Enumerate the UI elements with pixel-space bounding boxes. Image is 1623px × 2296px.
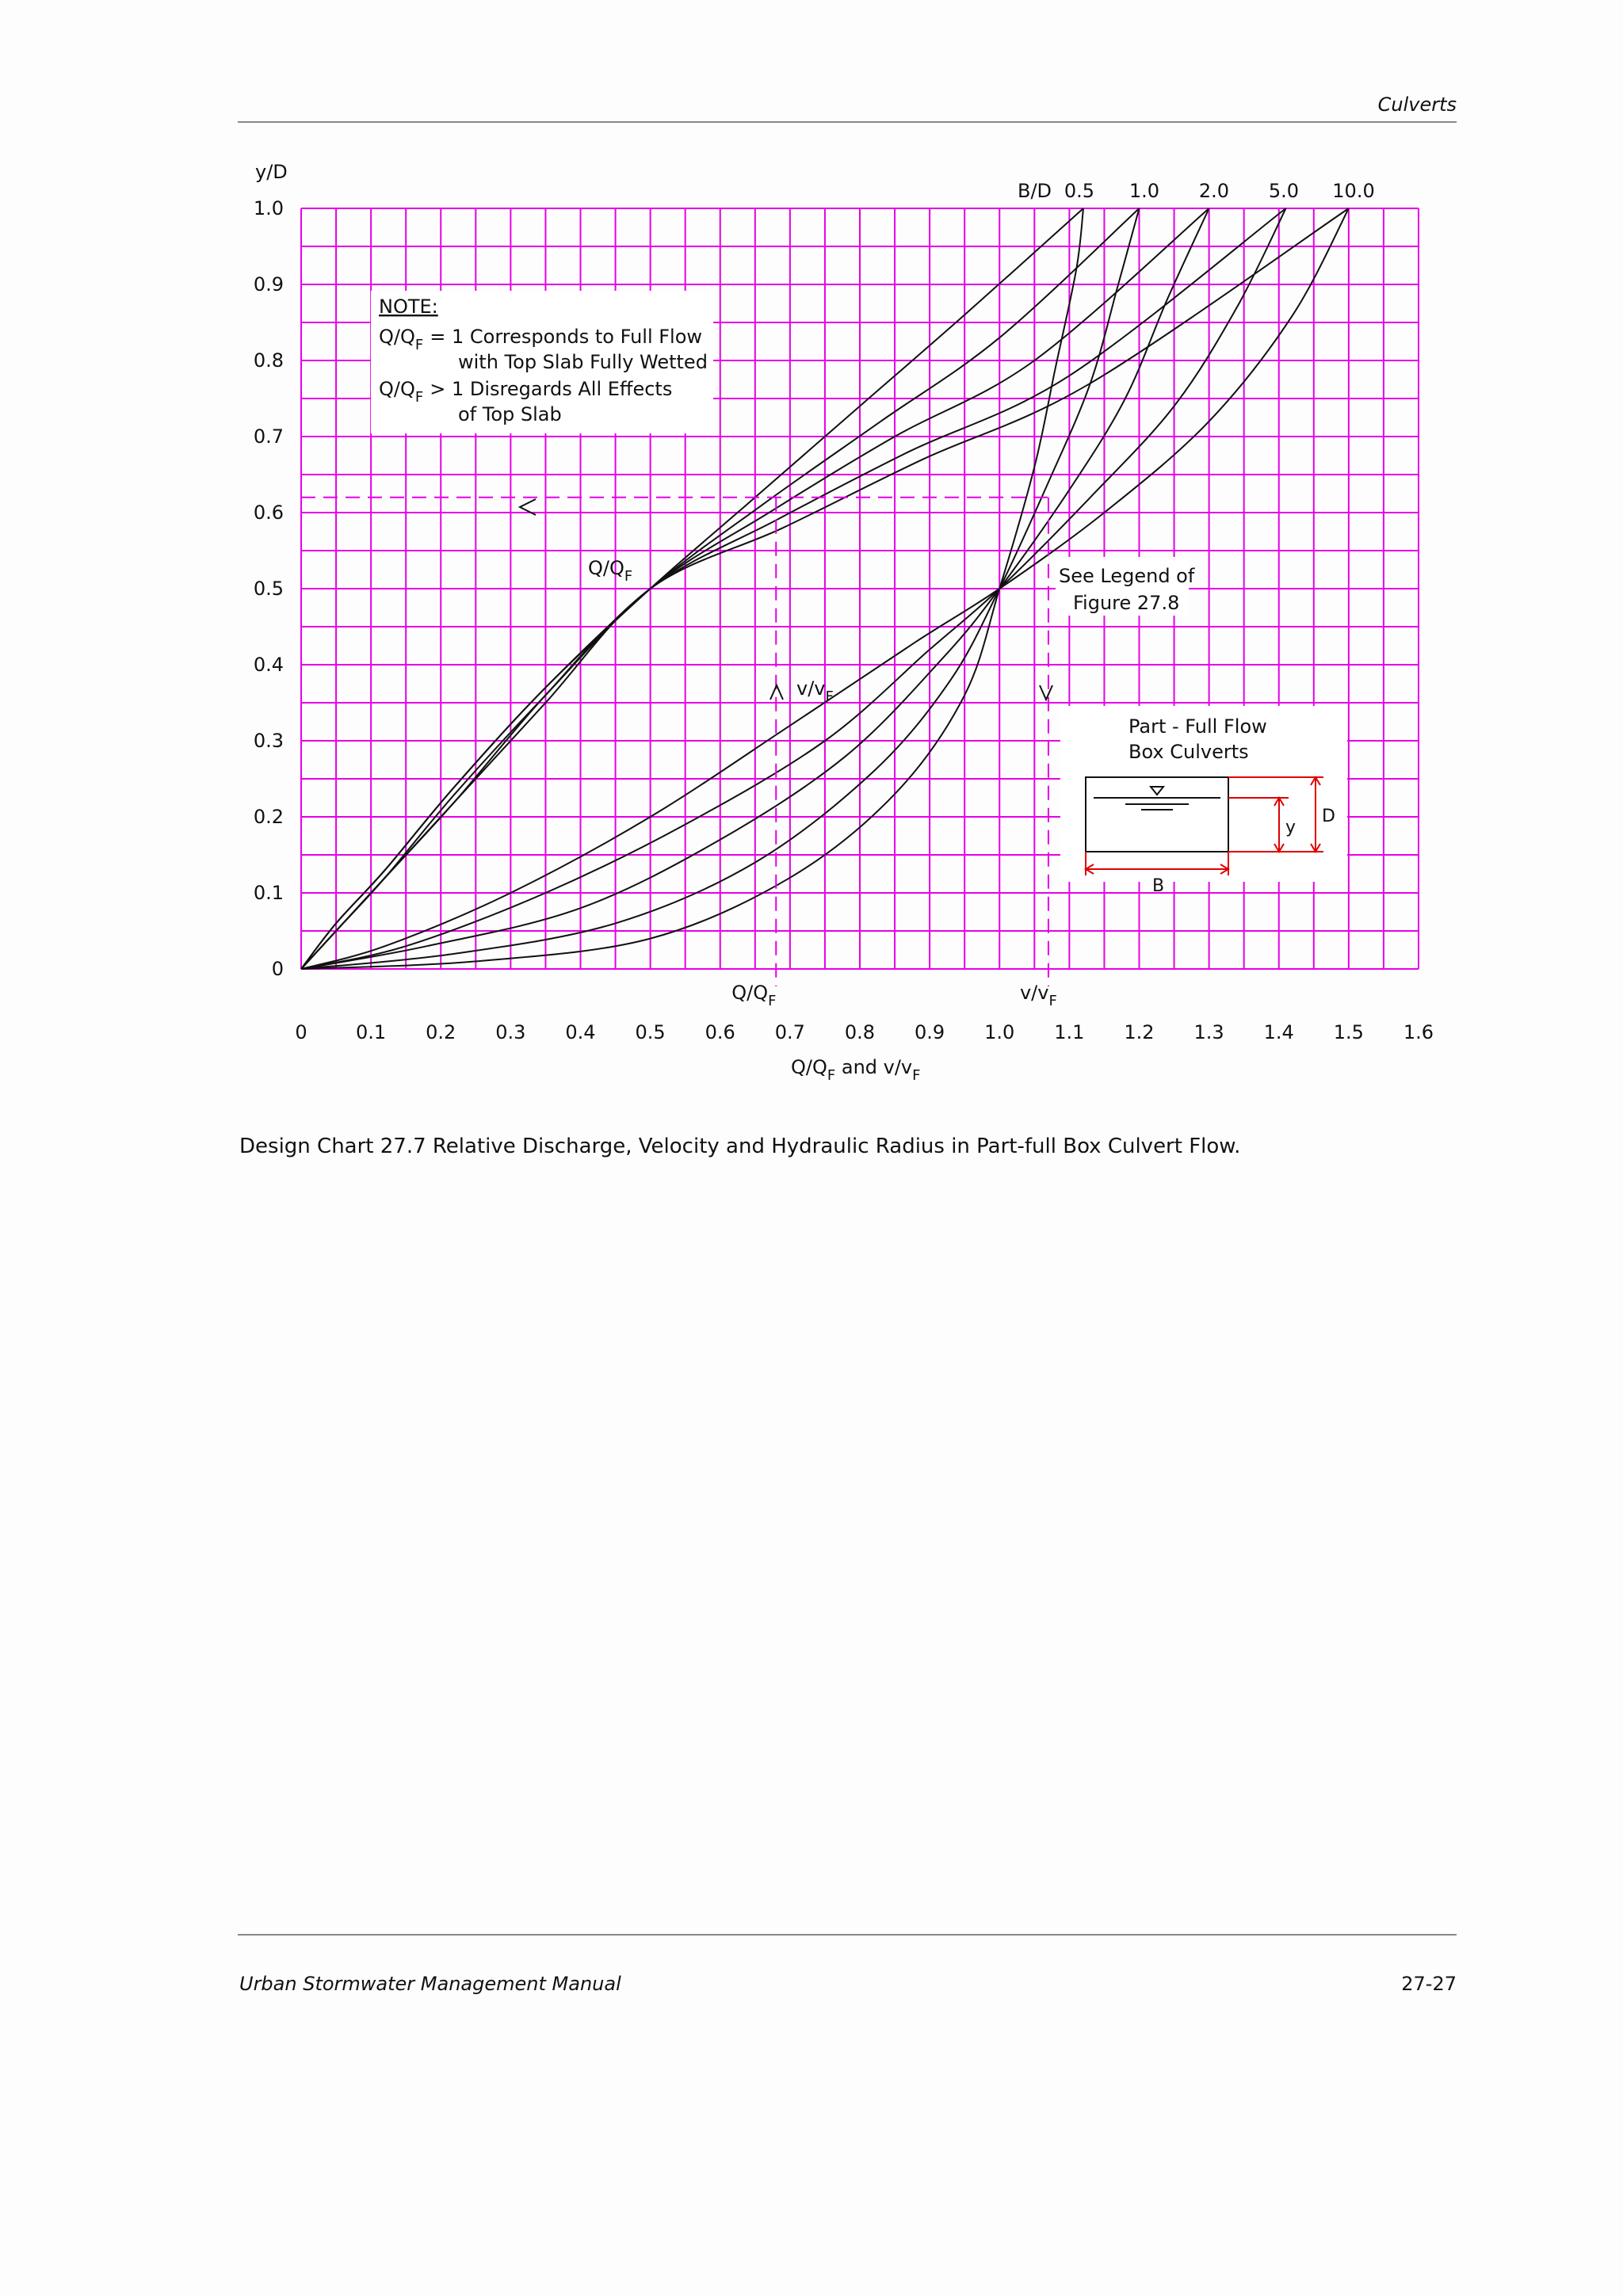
y-tick-label: 0.7: [253, 425, 284, 448]
x-tick-label: 1.0: [984, 1021, 1015, 1043]
x-tick-label: 1.5: [1333, 1021, 1364, 1043]
legend-reference-line1: See Legend of: [1059, 565, 1195, 587]
inset-title-1: Part - Full Flow: [1128, 715, 1267, 738]
y-tick-label: 0: [271, 958, 284, 980]
x-tick-label: 0.9: [915, 1021, 945, 1043]
page-number: 27-27: [1401, 1973, 1457, 1995]
curve-label-q: $Q/Q_F$: [588, 557, 633, 585]
example-label-q: $Q/Q_F$: [731, 982, 777, 1009]
y-tick-label: 0.8: [253, 349, 284, 372]
header-rule: [238, 121, 1457, 123]
footer-rule: [238, 1934, 1457, 1936]
y-axis-label: y/D: [255, 161, 288, 183]
y-tick-label: 0.6: [253, 502, 284, 524]
x-tick-label: 0.4: [565, 1021, 596, 1043]
x-tick-label: 0.8: [844, 1021, 876, 1043]
y-tick-label: 0.2: [253, 806, 284, 828]
note-line2: $Q/Q_F > 1$ Disregards All Effects: [379, 378, 673, 406]
note-box: [371, 291, 713, 433]
legend-reference-box: [1056, 557, 1195, 616]
x-tick-label: 0.7: [774, 1021, 805, 1043]
x-tick-label: 0.5: [635, 1021, 666, 1043]
y-tick-label: 0.4: [253, 654, 284, 676]
bd-value-label: 10.0: [1332, 180, 1375, 202]
inset-y-label: y: [1285, 818, 1296, 837]
example-label-v: $v/v_F$: [1019, 982, 1057, 1009]
x-axis-label: $Q/Q_F$ and $v/v_F$: [791, 1056, 921, 1084]
note-line1: $Q/Q_F = 1$ Corresponds to Full Flow: [379, 326, 703, 353]
x-tick-label: 1.6: [1403, 1021, 1434, 1043]
y-tick-label: 0.1: [253, 882, 284, 904]
y-tick-label: 0.9: [253, 273, 284, 296]
inset-d-label: D: [1322, 807, 1335, 826]
inset-b-label: B: [1152, 876, 1165, 896]
x-tick-label: 1.3: [1193, 1021, 1224, 1043]
culvert-inset: [1060, 706, 1347, 896]
bd-value-label: 2.0: [1198, 180, 1230, 202]
y-tick-label: 1.0: [253, 197, 284, 219]
example-dashed-lines: [301, 498, 1057, 1009]
bd-value-label: 5.0: [1268, 180, 1300, 202]
x-tick-label: 0.6: [705, 1021, 735, 1043]
example-arrows: [520, 499, 1052, 700]
section-header: Culverts: [1377, 93, 1457, 116]
x-tick-label: 1.4: [1263, 1021, 1294, 1043]
culvert-box: [1086, 777, 1228, 852]
inset-title-2: Box Culverts: [1128, 741, 1249, 763]
x-tick-label: 1.1: [1054, 1021, 1085, 1043]
design-chart: [238, 154, 1458, 1105]
bd-value-label: 0.5: [1064, 180, 1095, 202]
y-tick-label: 0.5: [253, 578, 284, 600]
figure-caption: Design Chart 27.7 Relative Discharge, Velocity and Hydraulic Radius in Part-full Box Culvert Flow.: [239, 1135, 1241, 1158]
x-tick-label: 0.1: [356, 1021, 387, 1043]
x-tick-label: 0.3: [495, 1021, 526, 1043]
bd-value-label: 1.0: [1128, 180, 1160, 202]
note-title: NOTE:: [379, 296, 438, 318]
down-arrow-icon: [1040, 685, 1052, 700]
legend-reference-line2: Figure 27.8: [1073, 592, 1180, 614]
x-tick-label: 0: [295, 1021, 307, 1043]
footer-title: Urban Stormwater Management Manual: [239, 1973, 621, 1995]
x-tick-label: 0.2: [426, 1021, 456, 1043]
x-tick-label: 1.2: [1124, 1021, 1155, 1043]
curve-label-v: $v/v_F$: [796, 677, 834, 705]
bd-label: B/D: [1018, 180, 1052, 202]
note-line1b: with Top Slab Fully Wetted: [458, 351, 708, 373]
y-tick-label: 0.3: [253, 730, 284, 752]
bd-values: [1064, 180, 1375, 202]
note-line2b: of Top Slab: [458, 403, 562, 425]
